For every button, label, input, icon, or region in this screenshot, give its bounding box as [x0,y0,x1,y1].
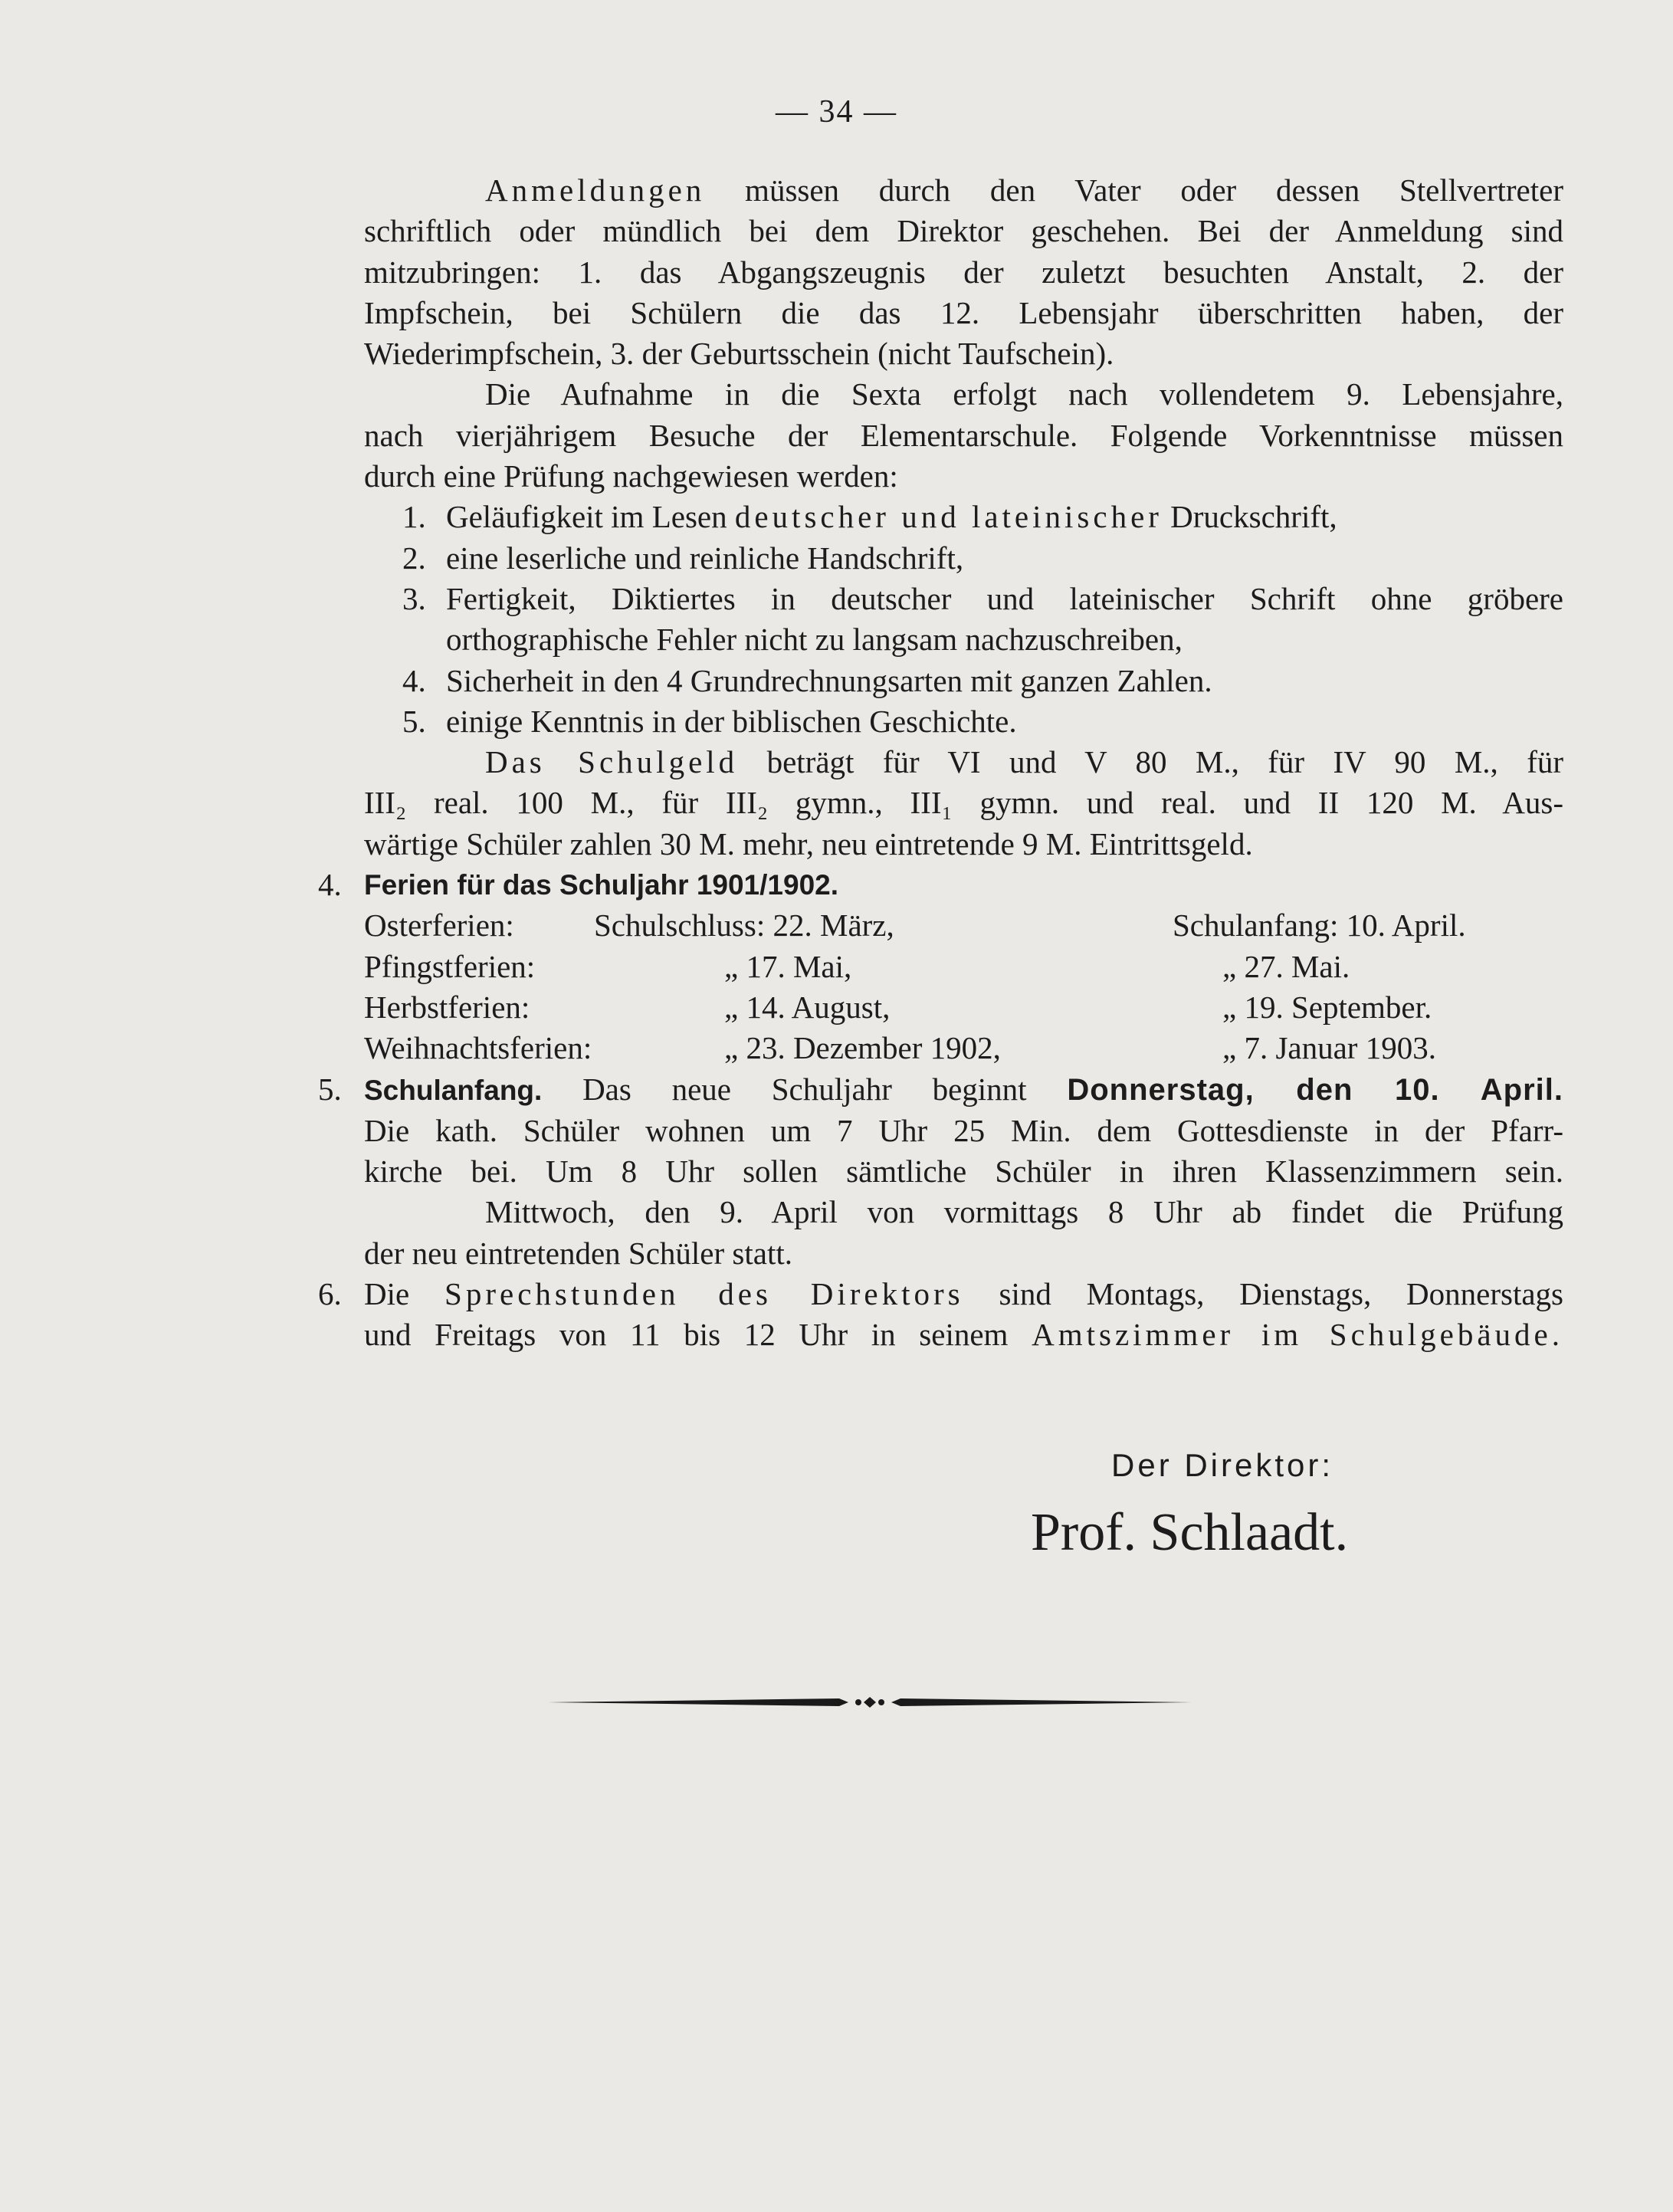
rule-diamond [864,1697,876,1708]
school-start-line: Die kath. Schüler wohnen um 7 Uhr 25 Min. dem Gottesdienste in der Pfarr- [364,1112,1563,1148]
holiday-row: Osterferien: Schulschluss: 22. März, Schulanfang: 10. April. [364,907,1466,944]
holiday-row: Herbstferien: „ 14. August, „ 19. September. [364,989,1432,1025]
registration-line: Wiederimpfschein, 3. der Geburtsschein (nicht Taufschein). [364,336,1114,372]
admission-line: Die Aufnahme in die Sexta erfolgt nach vollendetem 9. Lebensjahre, [485,376,1563,412]
requirement-item: 4. Sicherheit in den 4 Grundrechnungsarten mit ganzen Zahlen. [402,662,1212,698]
fees-line: III₂ real. 100 M., für III₂ gymn., III₁ gymn. und real. und II 120 M. Aus- [364,785,1563,821]
admission-line: nach vierjährigem Besuche der Elementarschule. Folgende Vorkenntnisse müssen [364,417,1563,453]
body-text [318,170,1564,1356]
school-start-line: kirche bei. Um 8 Uhr sollen sämtliche Schüler in ihren Klassenzimmern sein. [364,1154,1563,1190]
signature-title: Der Direktor: [1111,1447,1334,1483]
school-start-date: Donnerstag, den 10. April. [1067,1072,1563,1107]
admission-line: durch eine Prüfung nachgewiesen werden: [364,458,898,494]
rule-right-taper [891,1698,1192,1706]
fees-line: wärtige Schüler zahlen 30 M. mehr, neu eintretende 9 M. Eintrittsgeld. [364,825,1253,861]
holiday-row: Weihnachtsferien: „ 23. Dezember 1902, „ 7. Januar 1903. [364,1030,1436,1066]
requirement-item: 5. einige Kenntnis in der biblischen Geschichte. [402,703,1017,739]
office-hours-line: 6. Die Sprechstunden des Direktors sind Montags, Dienstags, Donnerstags [318,1276,1564,1312]
school-start-heading: 5. Schulanfang. Das neue Schuljahr beginnt Donnerstag, den 10. April. [318,1071,1563,1107]
registration-lead: Anmeldungen [485,172,706,208]
rule-dot [855,1699,861,1705]
registration-line: Impfschein, bei Schülern die das 12. Lebensjahr überschritten haben, der [364,294,1563,330]
office-hours-line: und Freitags von 11 bis 12 Uhr in seinem Amtszimmer im Schulgebäude. [364,1317,1564,1353]
page-number: — 34 — [776,94,897,130]
rule-dot [878,1699,884,1705]
fees-line: Das Schulgeld beträgt für VI und V 80 M., für IV 90 M., für [485,744,1564,780]
exam-line: Mittwoch, den 9. April von vormittags 8 Uhr ab findet die Prüfung [485,1194,1563,1230]
holidays-heading: 4. Ferien für das Schuljahr 1901/1902. [318,867,839,903]
holiday-row: Pfingstferien: „ 17. Mai, „ 27. Mai. [364,948,1350,984]
requirement-item: 3. Fertigkeit, Diktiertes in deutscher und lateinischer Schrift ohne gröbere orthographische Fehler nicht zu langsam nachzuschreiben, [402,580,1563,658]
registration-line: Anmeldungen müssen durch den Vater oder dessen Stellvertreter [485,172,1563,208]
ornamental-rule [548,1691,1192,1714]
requirement-item: 2. eine leserliche und reinliche Handschrift, [402,540,964,576]
rule-left-taper [548,1698,848,1706]
requirement-item: 1. Geläufigkeit im Lesen deutscher und lateinischer Druckschrift, [402,499,1337,535]
registration-line: mitzubringen: 1. das Abgangszeugnis der zuletzt besuchten Anstalt, 2. der [364,254,1563,290]
exam-line: der neu eintretenden Schüler statt. [364,1235,792,1271]
fees-lead: Das Schulgeld [485,744,739,780]
signature-name: Prof. Schlaadt. [1031,1503,1349,1562]
registration-line: schriftlich oder mündlich bei dem Direktor geschehen. Bei der Anmeldung sind [364,213,1563,249]
